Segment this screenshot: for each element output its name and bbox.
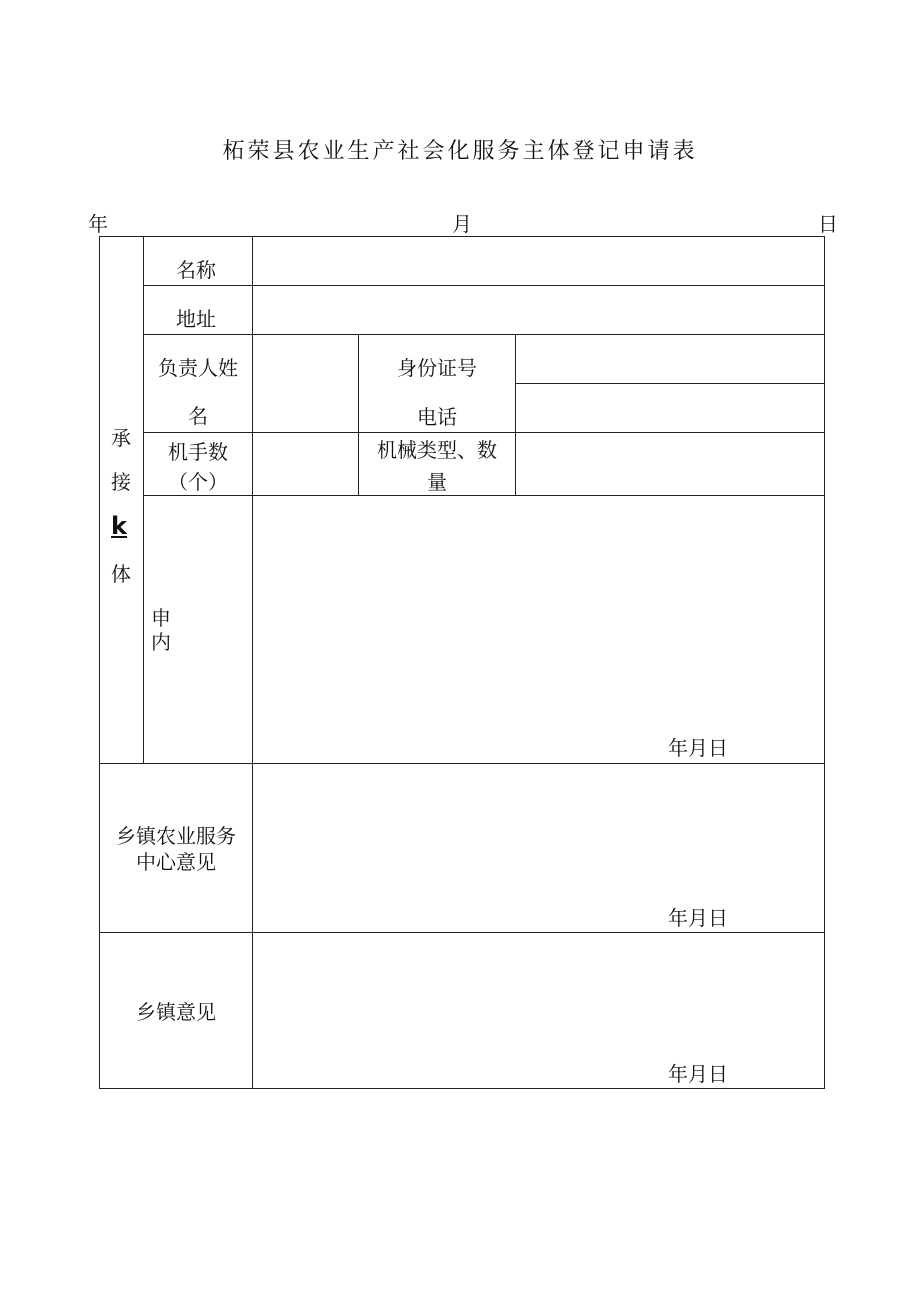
town-opinion-label: 乡镇意见: [136, 1000, 216, 1024]
section-label-char: 接: [111, 470, 131, 494]
application-label: 申: [151, 606, 171, 630]
operators-count-label: 机手数: [168, 440, 228, 464]
town-center-opinion-label: 乡镇农业服务: [116, 824, 236, 848]
name-field[interactable]: [253, 237, 824, 285]
machinery-field[interactable]: [516, 433, 824, 495]
section-label-char: k: [111, 512, 127, 540]
phone-label: 电话: [417, 405, 457, 429]
table-border-bottom: [99, 1088, 825, 1089]
town-center-opinion-date: 年月日: [668, 906, 728, 930]
section-label-char: 体: [111, 562, 131, 586]
address-field[interactable]: [253, 286, 824, 334]
person-name-label-line2: 名: [188, 404, 208, 428]
name-label: 名称: [176, 258, 216, 282]
person-name-field[interactable]: [253, 335, 358, 432]
table-border-left: [99, 236, 100, 1089]
page-title: 柘荣县农业生产社会化服务主体登记申请表: [222, 139, 698, 164]
operators-count-field[interactable]: [253, 433, 358, 495]
town-opinion-date: 年月日: [668, 1062, 728, 1086]
date-year-label: 年: [88, 212, 108, 236]
id-number-label: 身份证号: [397, 356, 477, 380]
section-label-char: 承: [111, 426, 131, 450]
town-center-opinion-field[interactable]: [253, 764, 824, 932]
town-center-opinion-label-line2: 中心意见: [136, 850, 216, 874]
id-number-field[interactable]: [516, 335, 824, 383]
address-label: 地址: [176, 307, 216, 331]
application-content-field[interactable]: [253, 496, 824, 763]
date-day-label: 日: [818, 212, 838, 236]
column-divider: [143, 236, 144, 764]
phone-field[interactable]: [516, 384, 824, 432]
application-label-line2: 内: [151, 630, 171, 654]
application-date: 年月日: [668, 736, 728, 760]
town-opinion-field[interactable]: [253, 933, 824, 1088]
date-month-label: 月: [452, 212, 472, 236]
table-border-right: [824, 236, 825, 1089]
person-name-label: 负责人姓: [158, 356, 238, 380]
operators-count-unit: （个）: [168, 470, 228, 494]
machinery-label: 机械类型、数: [377, 438, 497, 462]
machinery-label-line2: 量: [427, 470, 447, 494]
